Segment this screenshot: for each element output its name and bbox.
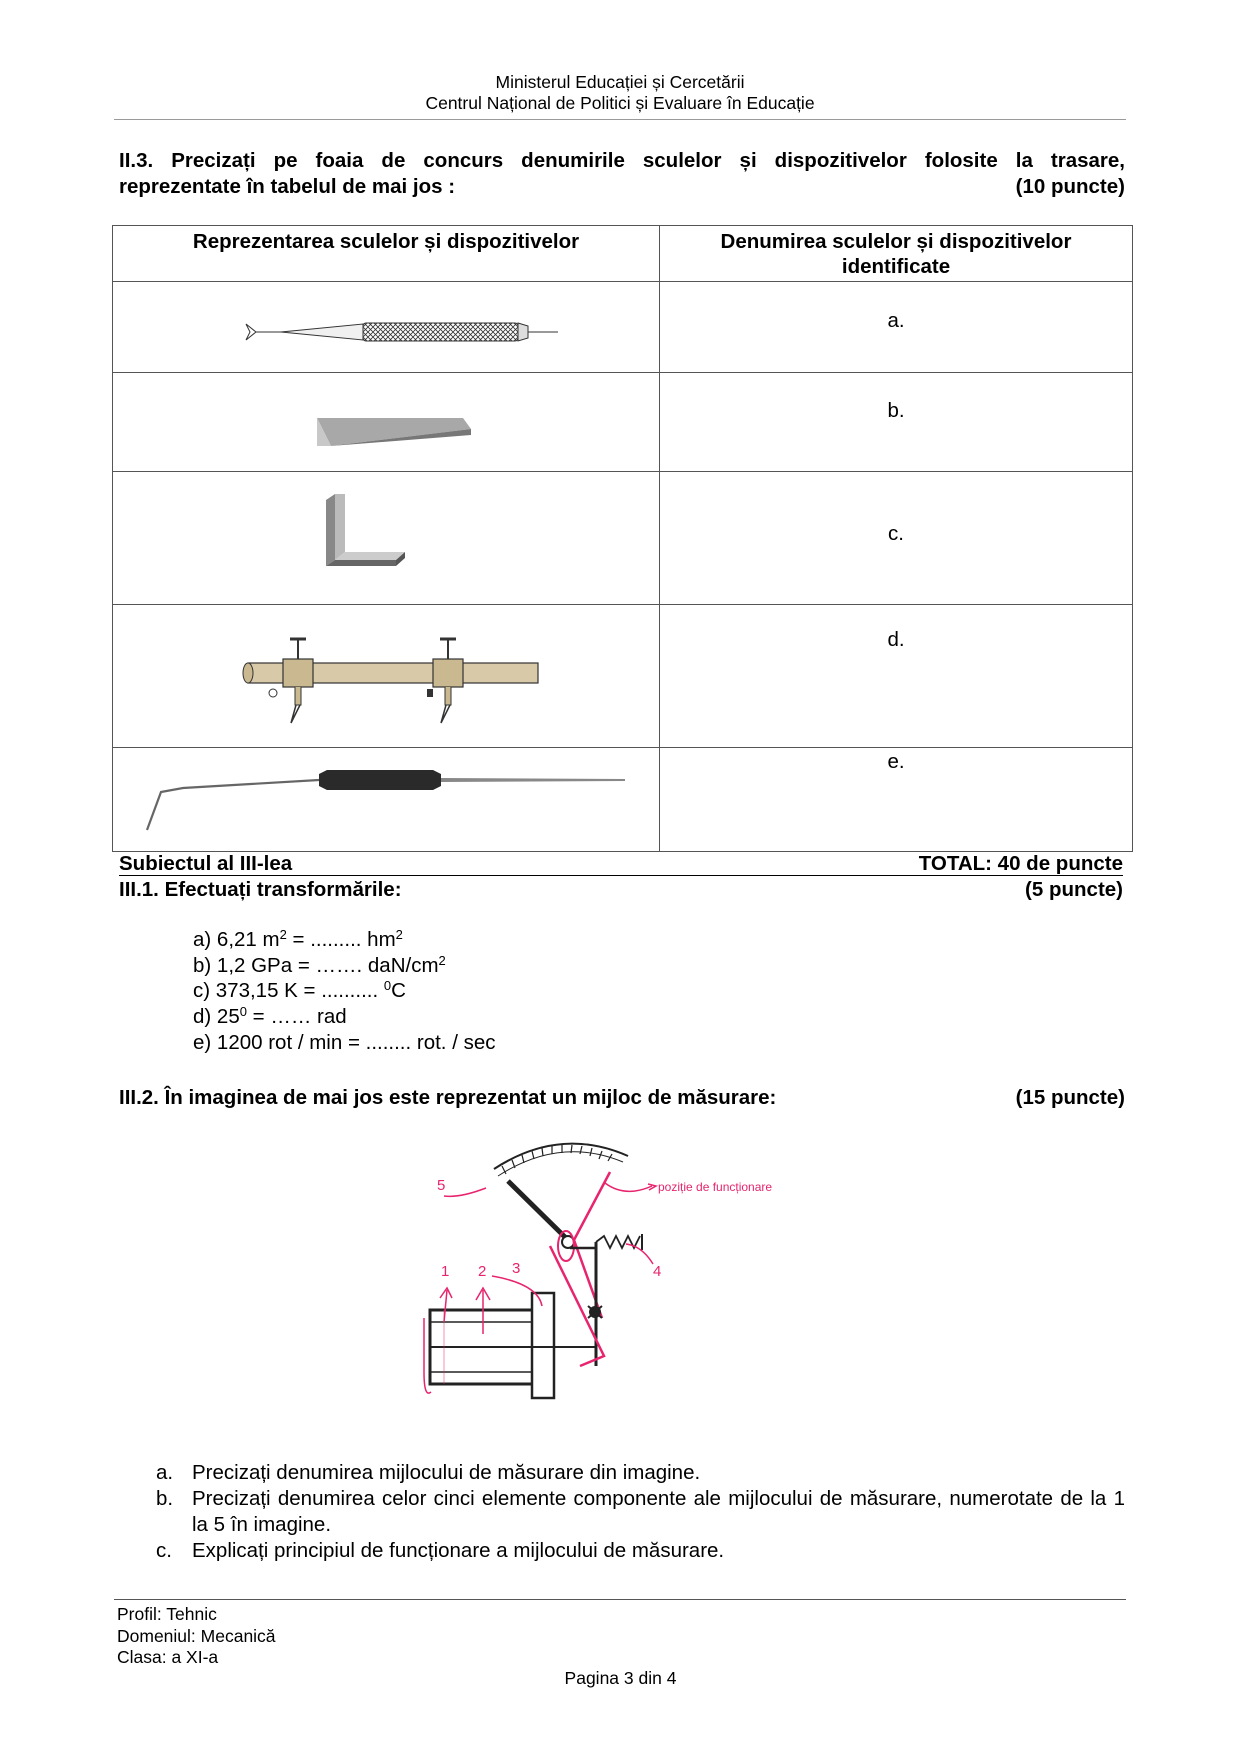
pointer-needle [508,1181,568,1240]
table-row [113,605,1133,748]
conversion-item: d) $25^0$ = …… rad [193,1004,347,1029]
footer-domain: Domeniul: Mecanică [117,1625,276,1646]
tool-image-cell [113,748,660,852]
tool-image-cell [113,373,660,472]
conversion-item: b) 1,2 GPa = ……. daN/$cm^2$ [193,952,446,977]
table-header-names: Denumirea sculelor și dispozitivelor identificate [660,226,1133,282]
question-ii3-points: (10 puncte) [1015,175,1125,198]
conversion-list [193,927,496,1056]
question-ii3 [119,148,1125,200]
section-title-iii: Subiectul al III-lea TOTAL: 40 de puncte [119,852,1123,875]
conversion-item: a) 6,21 $m^2$ = ......... $hm^2$ [193,927,403,951]
table-row [113,748,1133,852]
list-item: a. Precizați denumirea mijlocului de măsurare din imagine. [156,1461,701,1484]
footer-class: Clasa: a XI-a [117,1647,219,1667]
measuring-device-diagram [420,1128,860,1440]
svg-text:2: 2 [478,1263,487,1280]
conversion-item: e) 1200 rot / min = ........ rot. / sec [193,1030,496,1054]
question-ii3-line2: reprezentate în tabelul de mai jos : [119,175,456,198]
cylinder-piston [430,1293,596,1398]
angle-bracket-image [113,472,659,598]
functioning-position-label: poziție de funcționare [658,1180,773,1194]
question-iii1-points: (5 puncte) [1025,878,1123,901]
tool-image-cell [113,605,660,748]
table-row [113,282,1133,373]
component-labels [437,1177,772,1280]
scriber-knurled-image [113,282,659,366]
table-header-representation: Reprezentarea sculelor și dispozitivelor [113,226,660,282]
header-ministry: Ministerul Educației și Cercetării [495,72,745,92]
functioning-position-line [574,1172,610,1318]
page-footer [117,1604,276,1669]
svg-text:3: 3 [512,1260,521,1277]
footer-profile: Profil: Tehnic [117,1604,217,1624]
answer-cell: b. [660,373,1133,472]
bent-scriber-image [113,748,659,845]
footer-divider [114,1599,1126,1600]
tools-table [112,225,1133,852]
section-total: TOTAL: 40 de puncte [918,852,1123,875]
answer-cell: e. [660,748,1133,852]
page-number: Pagina 3 din 4 [564,1668,677,1688]
table-row [113,472,1133,605]
list-item: b. Precizați denumirea celor cinci elemente componente ale mijlocului de măsurare, numerotate de la 1 la 5 în imagine. [156,1487,1125,1536]
answer-cell: d. [660,605,1133,748]
conversion-item: c) 373,15 K = .......... $^0$C [193,978,406,1003]
question-iii2: III.2. În imaginea de mai jos este reprezentat un mijloc de măsurare: (15 puncte) [119,1086,1125,1109]
dial-scale [494,1144,628,1176]
svg-text:1: 1 [441,1263,450,1280]
wedge-plate-image [113,373,659,465]
tool-image-cell [113,282,660,373]
table-row [113,373,1133,472]
question-iii2-points: (15 puncte) [1015,1086,1125,1109]
list-item: c. Explicați principiul de funcționare a mijlocului de măsurare. [156,1539,725,1562]
answer-cell: a. [660,282,1133,373]
header-divider [114,119,1126,120]
question-ii3-line1: II.3. Precizați pe foaia de concurs denumirile sculelor și dispozitivelor folosite la trasare, [119,149,1125,172]
answer-cell: c. [660,472,1133,605]
task-list [156,1460,1125,1564]
svg-text:5: 5 [437,1177,446,1194]
page-header [114,72,1126,114]
beam-trammel-image [113,605,659,741]
header-center: Centrul Național de Politici și Evaluare în Educație [425,93,815,113]
question-iii1: III.1. Efectuați transformările: (5 puncte) [119,878,1123,901]
svg-text:4: 4 [653,1263,662,1280]
tool-image-cell [113,472,660,605]
